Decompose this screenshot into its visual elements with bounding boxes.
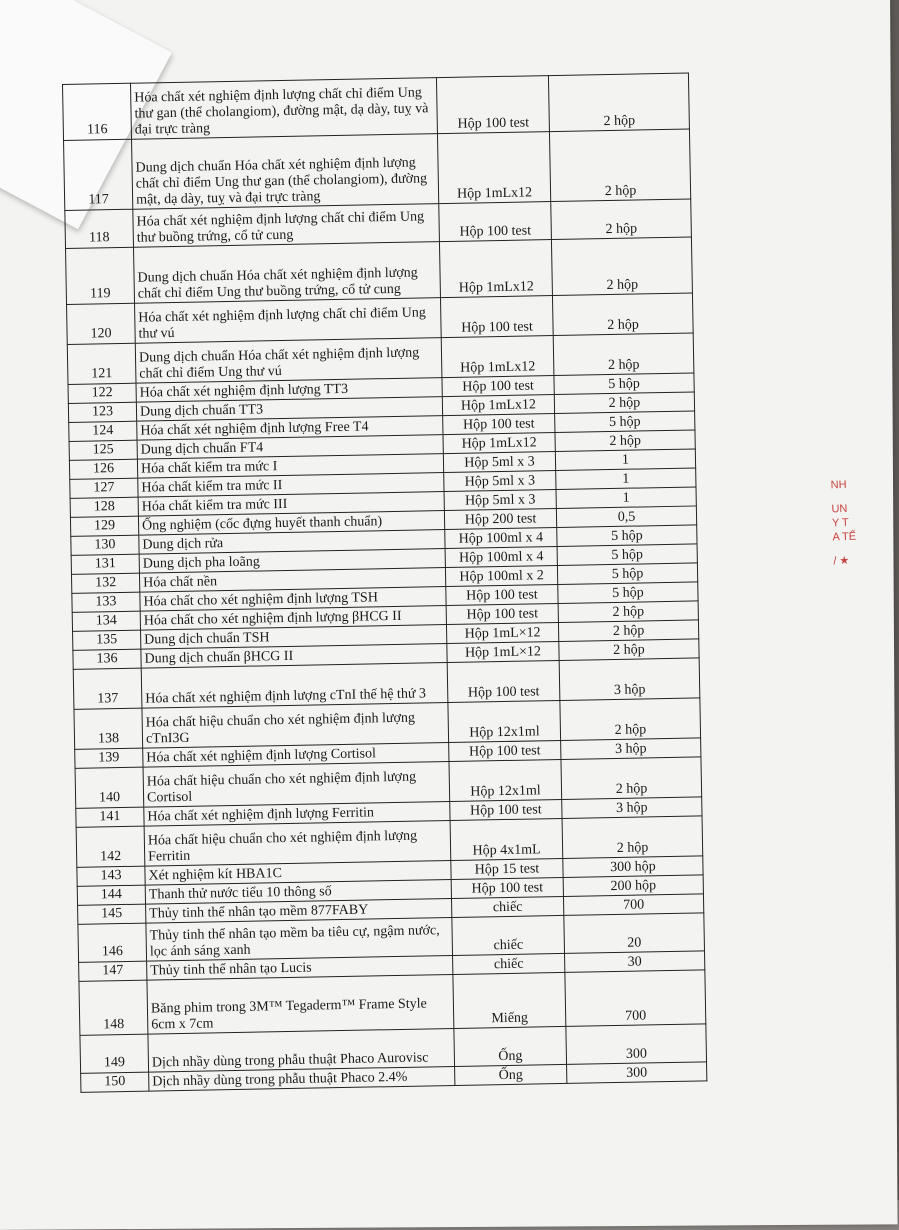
item-quantity: 5 hộp bbox=[557, 525, 697, 547]
item-name: Hóa chất kiểm tra mức I bbox=[137, 454, 443, 479]
item-name: Dung dịch chuẩn Hóa chất xét nghiệm định lượng chất chỉ điểm Ung thư gan (thể cholangiom), đường mật, dạ dày, tuỵ và đại trực tràng bbox=[132, 134, 439, 210]
item-name: Thanh thử nước tiểu 10 thông số bbox=[145, 880, 451, 905]
item-quantity: 300 hộp bbox=[563, 856, 703, 878]
item-name: Hóa chất xét nghiệm định lượng chất chỉ điểm Ung thư vú bbox=[135, 298, 442, 344]
item-name: Hóa chất xét nghiệm định lượng chất chỉ điểm Ung thư gan (thể cholangiom), đường mật, dạ dày, tuỵ và đại trực tràng bbox=[130, 78, 437, 140]
item-unit: chiếc bbox=[451, 896, 563, 917]
item-name: Băng phim trong 3M™ Tegaderm™ Frame Style 6cm x 7cm bbox=[147, 974, 454, 1034]
stamp-line: Y T bbox=[831, 516, 849, 530]
item-name: Dung dịch chuẩn TSH bbox=[141, 625, 447, 650]
item-quantity: 20 bbox=[564, 913, 705, 954]
item-name: Dung dịch chuẩn Hóa chất xét nghiệm định lượng chất chỉ điểm Ung thư buồng trứng, cổ tử cung bbox=[134, 242, 441, 304]
item-name: Dung dịch pha loãng bbox=[139, 549, 445, 574]
item-unit: chiếc bbox=[453, 953, 565, 974]
item-quantity: 2 hộp bbox=[561, 757, 702, 800]
item-quantity: 2 hộp bbox=[558, 601, 698, 623]
row-number: 116 bbox=[63, 83, 132, 140]
item-unit: Hộp 15 test bbox=[451, 858, 563, 879]
item-quantity: 2 hộp bbox=[562, 816, 703, 859]
item-name: Hóa chất cho xét nghiệm định lượng TSH bbox=[140, 587, 446, 612]
item-unit: Hộp 1mL×12 bbox=[446, 622, 558, 643]
item-unit: Hộp 100 test bbox=[450, 799, 562, 820]
item-quantity: 5 hộp bbox=[558, 582, 698, 604]
item-unit: Miếng bbox=[453, 972, 566, 1028]
item-unit: Hộp 100 test bbox=[446, 584, 558, 605]
stamp-line: A TẾ bbox=[832, 530, 857, 544]
row-number: 150 bbox=[81, 1072, 149, 1092]
row-number: 144 bbox=[77, 885, 145, 905]
item-quantity: 2 hộp bbox=[554, 392, 694, 414]
item-quantity: 3 hộp bbox=[562, 797, 702, 819]
red-stamp-fragment bbox=[830, 478, 857, 569]
item-unit: Hộp 12x1ml bbox=[448, 700, 561, 742]
row-number: 124 bbox=[69, 421, 137, 441]
item-name: Thủy tinh thể nhân tạo mềm ba tiêu cự, ngậm nước, lọc ánh sáng xanh bbox=[146, 917, 453, 961]
row-number: 137 bbox=[73, 668, 142, 709]
item-quantity: 2 hộp bbox=[551, 237, 692, 296]
item-quantity: 1 bbox=[555, 449, 695, 471]
row-number: 149 bbox=[80, 1034, 149, 1073]
item-quantity: 300 bbox=[567, 1062, 707, 1084]
supply-list-body bbox=[63, 73, 707, 1092]
row-number: 129 bbox=[70, 516, 138, 536]
item-name: Hóa chất xét nghiệm định lượng Ferritin bbox=[144, 802, 450, 827]
item-unit: Hộp 12x1ml bbox=[449, 759, 562, 801]
item-quantity: 2 hộp bbox=[553, 333, 694, 376]
row-number: 140 bbox=[75, 767, 144, 808]
row-number: 145 bbox=[78, 904, 146, 924]
row-number: 122 bbox=[68, 383, 136, 403]
item-quantity: 700 bbox=[565, 970, 706, 1027]
item-quantity: 2 hộp bbox=[559, 639, 699, 661]
item-name: Hóa chất kiểm tra mức III bbox=[138, 492, 444, 517]
row-number: 128 bbox=[70, 497, 138, 517]
item-name: Hóa chất hiệu chuẩn cho xét nghiệm định lượng cTnI3G bbox=[142, 703, 449, 749]
item-quantity: 2 hộp bbox=[551, 199, 692, 240]
row-number: 135 bbox=[73, 630, 141, 650]
item-name: Hóa chất cho xét nghiệm định lượng βHCG II bbox=[140, 606, 446, 631]
item-unit: Hộp 100 test bbox=[446, 603, 558, 624]
item-quantity: 2 hộp bbox=[552, 293, 693, 336]
item-unit: Hộp 200 test bbox=[444, 509, 556, 530]
item-unit: Hộp 100 test bbox=[442, 376, 554, 397]
stamp-line: NH bbox=[830, 478, 847, 492]
item-quantity: 1 bbox=[556, 468, 696, 490]
stamp-line: UN bbox=[831, 502, 848, 516]
item-name: Dung dịch chuẩn FT4 bbox=[137, 435, 443, 460]
item-unit: Hộp 100 test bbox=[440, 296, 553, 338]
item-unit: chiếc bbox=[452, 915, 565, 955]
row-number: 117 bbox=[64, 139, 133, 210]
item-unit: Hộp 100 test bbox=[451, 877, 563, 898]
item-name: Hóa chất kiểm tra mức II bbox=[138, 473, 444, 498]
row-number: 126 bbox=[69, 459, 137, 479]
item-unit: Hộp 1mLx12 bbox=[442, 395, 554, 416]
item-name: Hóa chất xét nghiệm định lượng chất chỉ điểm Ung thư buồng trứng, cổ tử cung bbox=[133, 204, 440, 248]
item-quantity: 2 hộp bbox=[560, 698, 701, 741]
item-quantity: 5 hộp bbox=[557, 563, 697, 585]
row-number: 142 bbox=[76, 826, 145, 867]
item-unit: Hộp 100ml x 4 bbox=[445, 528, 557, 549]
row-number: 148 bbox=[79, 980, 148, 1035]
item-quantity: 3 hộp bbox=[561, 738, 701, 760]
item-unit: Hộp 100 test bbox=[447, 660, 560, 702]
item-quantity: 30 bbox=[565, 951, 705, 973]
row-number: 121 bbox=[67, 343, 136, 384]
item-name: Hóa chất xét nghiệm định lượng Cortisol bbox=[143, 743, 449, 768]
item-quantity: 2 hộp bbox=[558, 620, 698, 642]
item-quantity: 2 hộp bbox=[548, 73, 689, 132]
item-quantity: 300 bbox=[566, 1024, 707, 1065]
table-row bbox=[64, 129, 691, 210]
item-name: Dung dịch chuẩn TT3 bbox=[136, 397, 442, 422]
item-unit: Hộp 1mLx12 bbox=[437, 132, 550, 204]
item-name: Dung dịch chuẩn βHCG II bbox=[141, 644, 447, 669]
item-quantity: 200 hộp bbox=[563, 875, 703, 897]
item-unit: Hộp 1mLx12 bbox=[439, 240, 552, 298]
item-unit: Hộp 100 test bbox=[449, 740, 561, 761]
item-unit: Hộp 100 test bbox=[436, 76, 549, 134]
row-number: 130 bbox=[71, 535, 139, 555]
stamp-line: / ★ bbox=[833, 554, 850, 568]
item-name: Hóa chất hiệu chuẩn cho xét nghiệm định lượng Cortisol bbox=[143, 762, 450, 808]
item-name: Hóa chất xét nghiệm định lượng TT3 bbox=[136, 378, 442, 403]
item-quantity: 0,5 bbox=[556, 506, 696, 528]
row-number: 125 bbox=[69, 440, 137, 460]
row-number: 143 bbox=[77, 866, 145, 886]
row-number: 147 bbox=[79, 961, 147, 981]
item-name: Hóa chất xét nghiệm định lượng Free T4 bbox=[137, 416, 443, 441]
item-quantity: 5 hộp bbox=[557, 544, 697, 566]
item-name: Thủy tinh thể nhân tạo mềm 877FABY bbox=[146, 898, 452, 923]
item-quantity: 5 hộp bbox=[555, 411, 695, 433]
item-unit: Ống bbox=[454, 1026, 567, 1066]
row-number: 138 bbox=[74, 708, 143, 749]
row-number: 134 bbox=[72, 611, 140, 631]
item-unit: Hộp 5ml x 3 bbox=[444, 471, 556, 492]
item-quantity: 700 bbox=[563, 894, 703, 916]
item-name: Dung dịch rửa bbox=[139, 530, 445, 555]
row-number: 139 bbox=[75, 748, 143, 768]
item-name: Ống nghiệm (cốc đựng huyết thanh chuẩn) bbox=[138, 511, 444, 536]
item-name: Hóa chất nền bbox=[139, 568, 445, 593]
row-number: 146 bbox=[78, 923, 147, 962]
item-unit: Hộp 4x1mL bbox=[450, 818, 563, 860]
row-number: 136 bbox=[73, 649, 141, 669]
item-quantity: 2 hộp bbox=[555, 430, 695, 452]
item-quantity: 5 hộp bbox=[554, 373, 694, 395]
row-number: 132 bbox=[71, 573, 139, 593]
item-unit: Ống bbox=[455, 1064, 567, 1085]
row-number: 119 bbox=[66, 247, 135, 304]
item-name: Hóa chất xét nghiệm định lượng cTnI thế hệ thứ 3 bbox=[141, 663, 448, 709]
supply-list-table bbox=[62, 73, 707, 1093]
item-unit: Hộp 100ml x 2 bbox=[445, 566, 557, 587]
item-quantity: 1 bbox=[556, 487, 696, 509]
item-unit: Hộp 1mLx12 bbox=[443, 433, 555, 454]
item-name: Dịch nhầy dùng trong phẫu thuật Phaco 2.4% bbox=[149, 1066, 455, 1091]
row-number: 131 bbox=[71, 554, 139, 574]
item-name: Dịch nhầy dùng trong phẫu thuật Phaco Aurovisc bbox=[148, 1028, 455, 1072]
item-quantity: 3 hộp bbox=[559, 658, 700, 701]
row-number: 133 bbox=[72, 592, 140, 612]
item-unit: Hộp 100ml x 4 bbox=[445, 547, 557, 568]
item-unit: Hộp 5ml x 3 bbox=[443, 452, 555, 473]
item-name: Thủy tinh thể nhân tạo Lucis bbox=[147, 955, 453, 980]
item-unit: Hộp 5ml x 3 bbox=[444, 490, 556, 511]
item-quantity: 2 hộp bbox=[549, 129, 690, 202]
item-unit: Hộp 1mL×12 bbox=[447, 641, 559, 662]
row-number: 118 bbox=[65, 209, 134, 248]
item-name: Xét nghiệm kít HBA1C bbox=[145, 861, 451, 886]
item-name: Hóa chất hiệu chuẩn cho xét nghiệm định lượng Ferritin bbox=[144, 821, 451, 867]
item-name: Dung dịch chuẩn Hóa chất xét nghiệm định lượng chất chỉ điểm Ung thư vú bbox=[135, 338, 442, 384]
row-number: 141 bbox=[76, 807, 144, 827]
item-unit: Hộp 100 test bbox=[439, 202, 552, 242]
item-unit: Hộp 100 test bbox=[443, 414, 555, 435]
row-number: 127 bbox=[70, 478, 138, 498]
row-number: 123 bbox=[68, 402, 136, 422]
row-number: 120 bbox=[67, 303, 136, 344]
item-unit: Hộp 1mLx12 bbox=[441, 336, 554, 378]
